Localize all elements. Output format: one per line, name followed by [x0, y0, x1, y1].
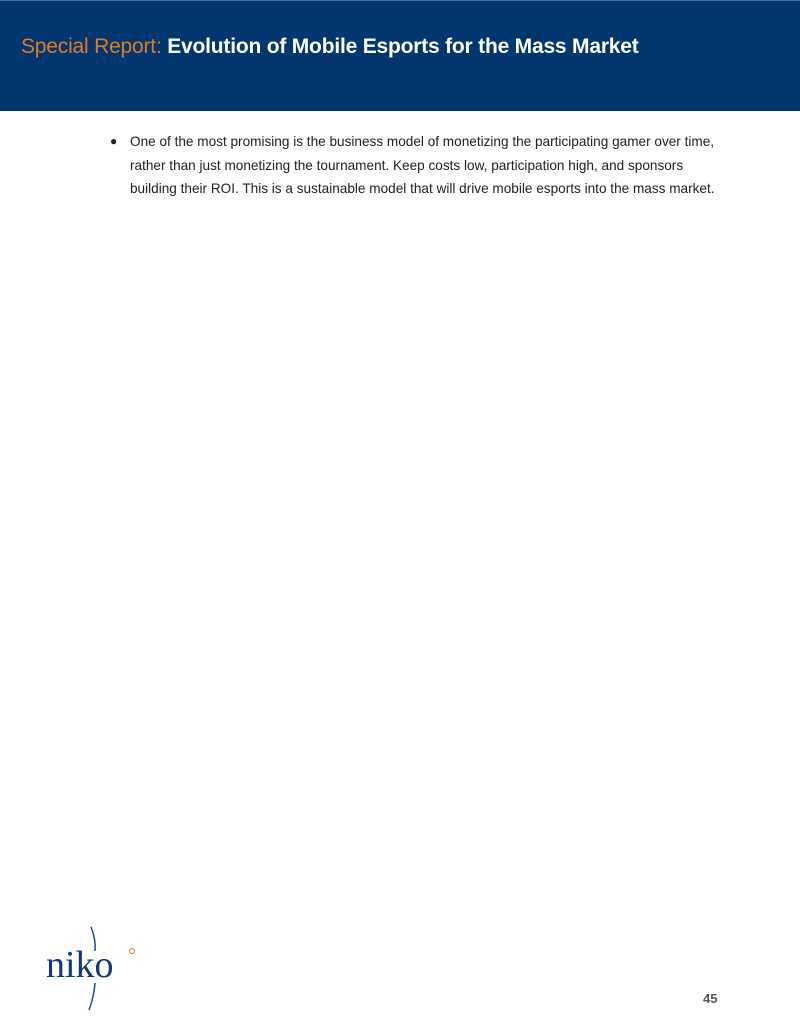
niko-logo [40, 925, 140, 1015]
bullet-icon: ● [110, 134, 118, 148]
page-number: 45 [703, 991, 718, 1006]
list-item [106, 130, 726, 201]
title-prefix: Special Report: [21, 35, 162, 58]
report-header [0, 0, 800, 111]
page-title [21, 35, 639, 59]
title-main: Evolution of Mobile Esports for the Mass Market [167, 35, 639, 58]
bullet-text: One of the most promising is the business model of monetizing the participating gamer over time, rather than just monetizing the tournament. Keep costs low, participation high, and sponsors building their ROI. This is a sustainable model that will drive mobile esports into the mass market. [130, 134, 715, 196]
svg-text:niko: niko [46, 944, 114, 986]
bullet-list [106, 130, 726, 201]
